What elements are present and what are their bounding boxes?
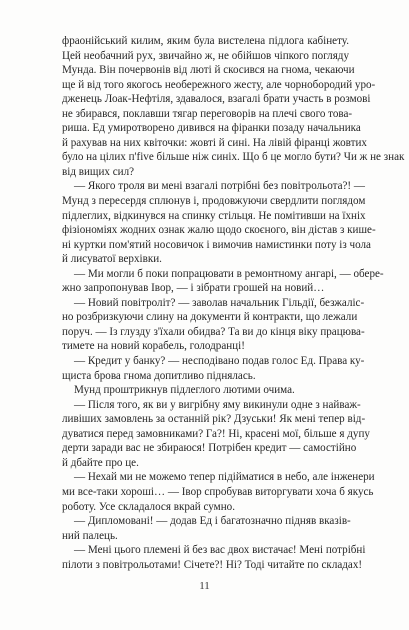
text-line: підлеглих, відкинувся на спинку стільця. Не помітивши на їхніх (62, 209, 366, 222)
text-line: ливіших замовлень за останній рік? Дзуськи! Як мені тепер від- (62, 413, 366, 426)
text-line: — Нехай ми не можемо тепер підійматися в небо, але інженери (74, 471, 375, 484)
text-line: дуватися перед замовниками? Га?! Ні, красені мої, більше я дупу (62, 427, 370, 440)
text-line: не збирався, поклавши тягар переговорів на плечі свого това- (62, 107, 353, 120)
text-line: пілоти з повітрольотами! Січете?! Ні? Тоді читайте по складах! (62, 558, 363, 571)
text-line: — Дипломовані! — додав Ед і багатозначно підняв вказів- (74, 515, 351, 528)
text-line: й дбайте про це. (62, 456, 139, 469)
text-line: поруч. — Із глузду з'їхали обидва? Та ви до кінця віку працюва- (62, 325, 365, 338)
body-text (62, 34, 405, 572)
text-line: — Якого троля ви мені взагалі потрібні без повітрольота?! — (74, 180, 365, 193)
text-line: — Після того, як ви у вигрібну яму викинули одне з найваж- (74, 398, 361, 411)
text-line: фізіономіях жодних ознак жалю щодо скоєного, він дістав з кише- (62, 224, 376, 237)
text-line: — Мені цього племені й без вас двох вистачає! Мені потрібні (74, 544, 366, 557)
text-line: фраонійський килим, яким була вистелена підлога кабінету. (62, 35, 349, 47)
text-line: було на цілих п'five більше ніж синіх. Що б це могло бути? Чи ж не знак (62, 151, 405, 164)
text-line: — Кредит у банку? — несподівано подав голос Ед. Права ку- (74, 355, 365, 368)
text-line: риша. Ед умиротворено дивився на фіранки позаду начальника (62, 122, 361, 135)
text-line: — Ми могли б поки попрацювати в ремонтному ангарі, — обере- (74, 267, 384, 280)
text-line: дженець Лоак-Нефтіля, здавалося, взагалі брати участь в розмові (62, 93, 371, 106)
text-line: дерти заради вас не збираюся! Потрібен кредит — самостійно (62, 442, 357, 455)
text-line: ми все-таки хороші… — Івор спробував виторгувати хоча б якусь (62, 485, 374, 498)
page-number: 11 (199, 580, 210, 592)
text-line: Цей необачний рух, звичайно ж, не обійшов чіпкого погляду (62, 49, 349, 62)
text-line: но розбризкуючи слину на документи й контракти, що лежали (62, 311, 358, 324)
text-line: ще й від того якогось необережного жесту, але чорнобородий уро- (62, 78, 376, 91)
text-line: й лисуватої верхівки. (62, 253, 162, 266)
text-line: щиста брова гнома допитливо піднялась. (62, 369, 256, 382)
text-line: й рахував на них квіточки: жовті й сині. На лівій фіранці жовтих (62, 136, 367, 149)
text-line: роботу. Усе складалося вкрай сумно. (62, 500, 235, 513)
text-line: Мунд з пересердя сплюнув і, продовжуючи свердлити поглядом (62, 195, 366, 208)
text-line: ні куртки пом'ятий носовичок і вимочив намистинки поту із чола (62, 238, 371, 251)
text-line: жно запропонував Івор, — і зібрати грошей на новий… (62, 282, 325, 295)
text-line: Мунда. Він почервонів від люті й скосився на гнома, чекаючи (62, 64, 355, 77)
text-line: ний палець. (62, 529, 118, 542)
text-line: від вищих сил? (62, 165, 135, 178)
text-line: — Новий повітроліт? — заволав начальник Гільдії, безжаліс- (74, 296, 365, 309)
text-line: тимете на новий корабель, голодранці! (62, 340, 245, 353)
text-line: Мунд проштрикнув підлеглого лютими очима. (74, 384, 295, 397)
